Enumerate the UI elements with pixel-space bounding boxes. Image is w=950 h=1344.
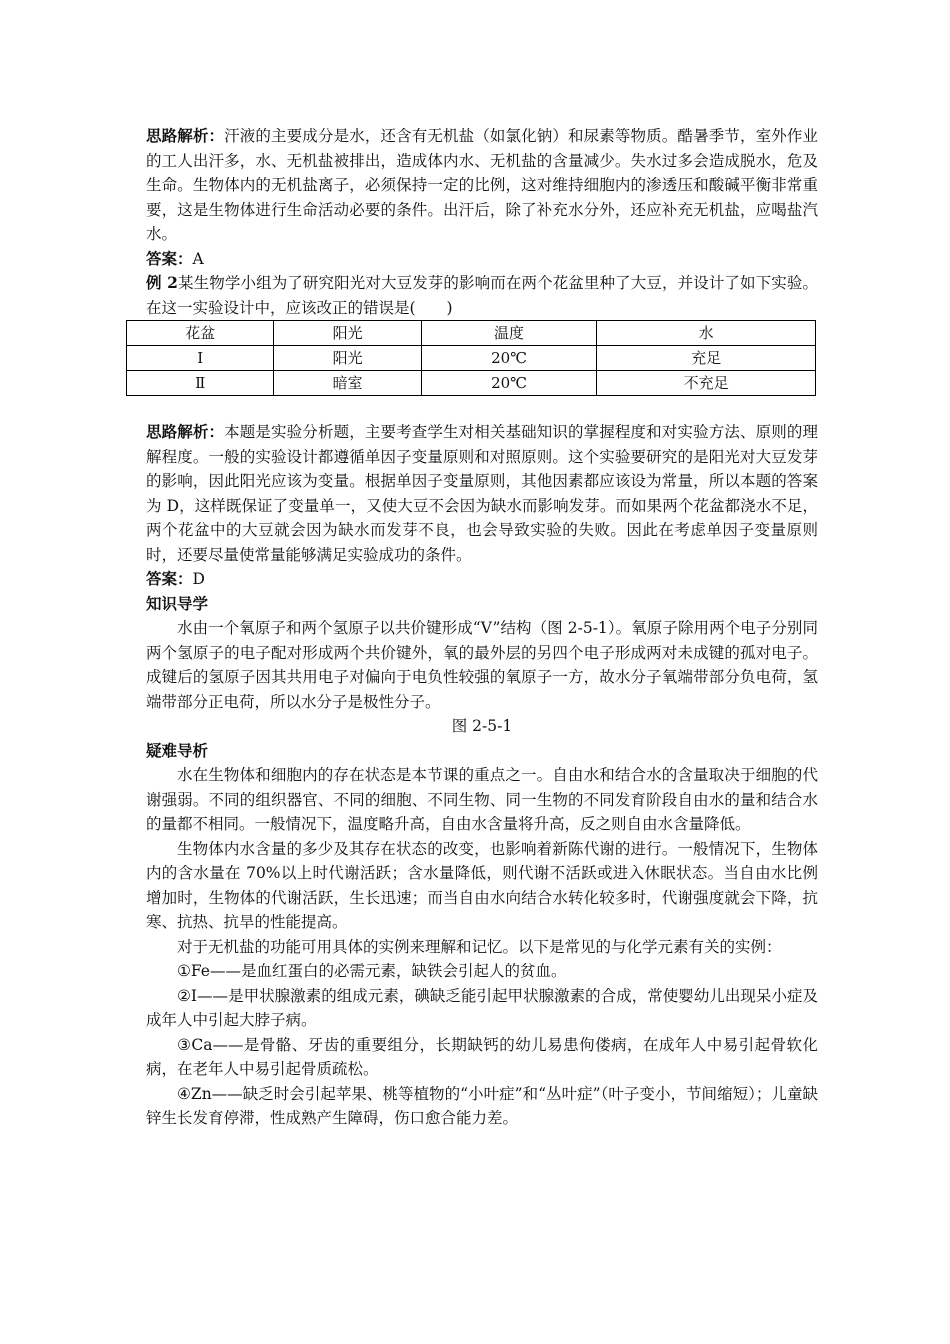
mineral-item-fe: ①Fe——是血红蛋白的必需元素，缺铁会引起人的贫血。 bbox=[177, 962, 567, 980]
table-row bbox=[127, 346, 816, 371]
table-cell: 充足 bbox=[597, 346, 816, 371]
answer-1 bbox=[146, 247, 818, 272]
answer-2-label: 答案： bbox=[146, 569, 193, 588]
document-page bbox=[146, 124, 818, 1131]
knowledge-heading: 知识导学 bbox=[146, 593, 209, 613]
difficulty-paragraph: 水在生物体和细胞内的存在状态是本节课的重点之一。自由水和结合水的含量取决于细胞的代谢强弱。不同的组织器官、不同的细胞、不同生物、同一生物的不同发育阶段自由水的量和结合水的量都不相同。一般情况下，温度略升高，自由水含量将升高，反之则自由水含量降低。 bbox=[146, 766, 818, 833]
table-header-cell: 温度 bbox=[421, 321, 596, 346]
answer-2-value: D bbox=[192, 570, 205, 588]
knowledge-text: 水由一个氧原子和两个氢原子以共价键形成“V”结构（图 2-5-1）。氧原子除用两个电子分别同两个氢原子的电子配对形成两个共价键外，氧的最外层的另四个电子形成两对未成键的孤对电子。成键后的氢原子因其共用电子对偏向于电负性较强的氧原子一方，故水分子氧端带部分负电荷，氢端带部分正电荷，所以水分子是极性分子。 bbox=[146, 619, 818, 711]
mineral-item-zn: ④Zn——缺乏时会引起苹果、桃等植物的“小叶症”和“丛叶症”（叶子变小，节间缩短）；儿童缺锌生长发育停滞，性成熟产生障碍，伤口愈合能力差。 bbox=[146, 1084, 818, 1127]
table-cell: Ⅰ bbox=[127, 346, 274, 371]
difficulty-paragraph: 生物体内水含量的多少及其存在状态的改变，也影响着新陈代谢的进行。一般情况下，生物体内的含水量在 70%以上时代谢活跃；含水量降低，则代谢不活跃或进入休眠状态。当自由水比例增加时，生物体的代谢活跃，生长迅速；而当自由水向结合水转化较多时，代谢强度就会下降，抗寒、抗热、抗旱的性能提高。 bbox=[146, 839, 818, 931]
table-cell: 暗室 bbox=[274, 371, 421, 396]
table-cell: 不充足 bbox=[597, 371, 816, 396]
table-cell: 20℃ bbox=[421, 346, 596, 371]
example-2-text: 某生物学小组为了研究阳光对大豆发芽的影响而在两个花盆里种了大豆，并设计了如下实验。在这一实验设计中，应该改正的错误是( ) bbox=[146, 274, 818, 317]
table-cell: Ⅱ bbox=[127, 371, 274, 396]
table-header-row bbox=[127, 321, 816, 346]
analysis-1 bbox=[146, 124, 818, 247]
table-header-cell: 水 bbox=[597, 321, 816, 346]
analysis-1-text: 汗液的主要成分是水，还含有无机盐（如氯化钠）和尿素等物质。酷暑季节，室外作业的工人出汗多，水、无机盐被排出，造成体内水、无机盐的含量减少。失水过多会造成脱水，危及生命。生物体内的无机盐离子，必须保持一定的比例，这对维持细胞内的渗透压和酸碱平衡非常重要，这是生物体进行生命活动必要的条件。出汗后，除了补充水分外，还应补充无机盐，应喝盐汽水。 bbox=[146, 127, 818, 243]
table-header-cell: 花盆 bbox=[127, 321, 274, 346]
experiment-table bbox=[126, 320, 816, 396]
table-cell: 阳光 bbox=[274, 346, 421, 371]
example-2-label: 例 2 bbox=[146, 273, 178, 292]
answer-2 bbox=[146, 567, 818, 592]
table-row bbox=[127, 371, 816, 396]
difficulty-paragraph: 对于无机盐的功能可用具体的实例来理解和记忆。以下是常见的与化学元素有关的实例： bbox=[177, 937, 782, 956]
table-cell: 20℃ bbox=[421, 371, 596, 396]
difficulty-heading: 疑难导析 bbox=[146, 740, 209, 760]
answer-1-label: 答案： bbox=[146, 248, 193, 268]
analysis-2-text: 本题是实验分析题，主要考查学生对相关基础知识的掌握程度和对实验方法、原则的理解程度。一般的实验设计都遵循单因子变量原则和对照原则。这个实验要研究的是阳光对大豆发芽的影响，因此阳光应该为变量。根据单因子变量原则，其他因素都应该设为常量，所以本题的答案为 D，这样既保证了变量单一，又使大豆不会因为缺水而影响发芽。而如果两个花盆都浇水不足，两个花盆中的大豆就会因为缺水而发芽不良，也会导致实验的失败。因此在考虑单因子变量原则时，还要尽量使常量能够满足实验成功的条件。 bbox=[146, 423, 818, 564]
analysis-1-label: 思路解析： bbox=[146, 126, 225, 145]
example-2 bbox=[146, 271, 818, 320]
analysis-2 bbox=[146, 420, 818, 567]
mineral-item-ca: ③Ca——是骨骼、牙齿的重要组分，长期缺钙的幼儿易患佝偻病，在成年人中易引起骨软化病，在老年人中易引起骨质疏松。 bbox=[146, 1035, 818, 1078]
answer-1-value: A bbox=[192, 249, 204, 268]
figure-caption: 图 2-5-1 bbox=[451, 717, 513, 735]
mineral-item-i: ②I——是甲状腺激素的组成元素，碘缺乏能引起甲状腺激素的合成，常使婴幼儿出现呆小症及成年人中引起大脖子病。 bbox=[146, 986, 818, 1029]
analysis-2-label: 思路解析： bbox=[146, 422, 225, 441]
table-header-cell: 阳光 bbox=[274, 321, 421, 346]
